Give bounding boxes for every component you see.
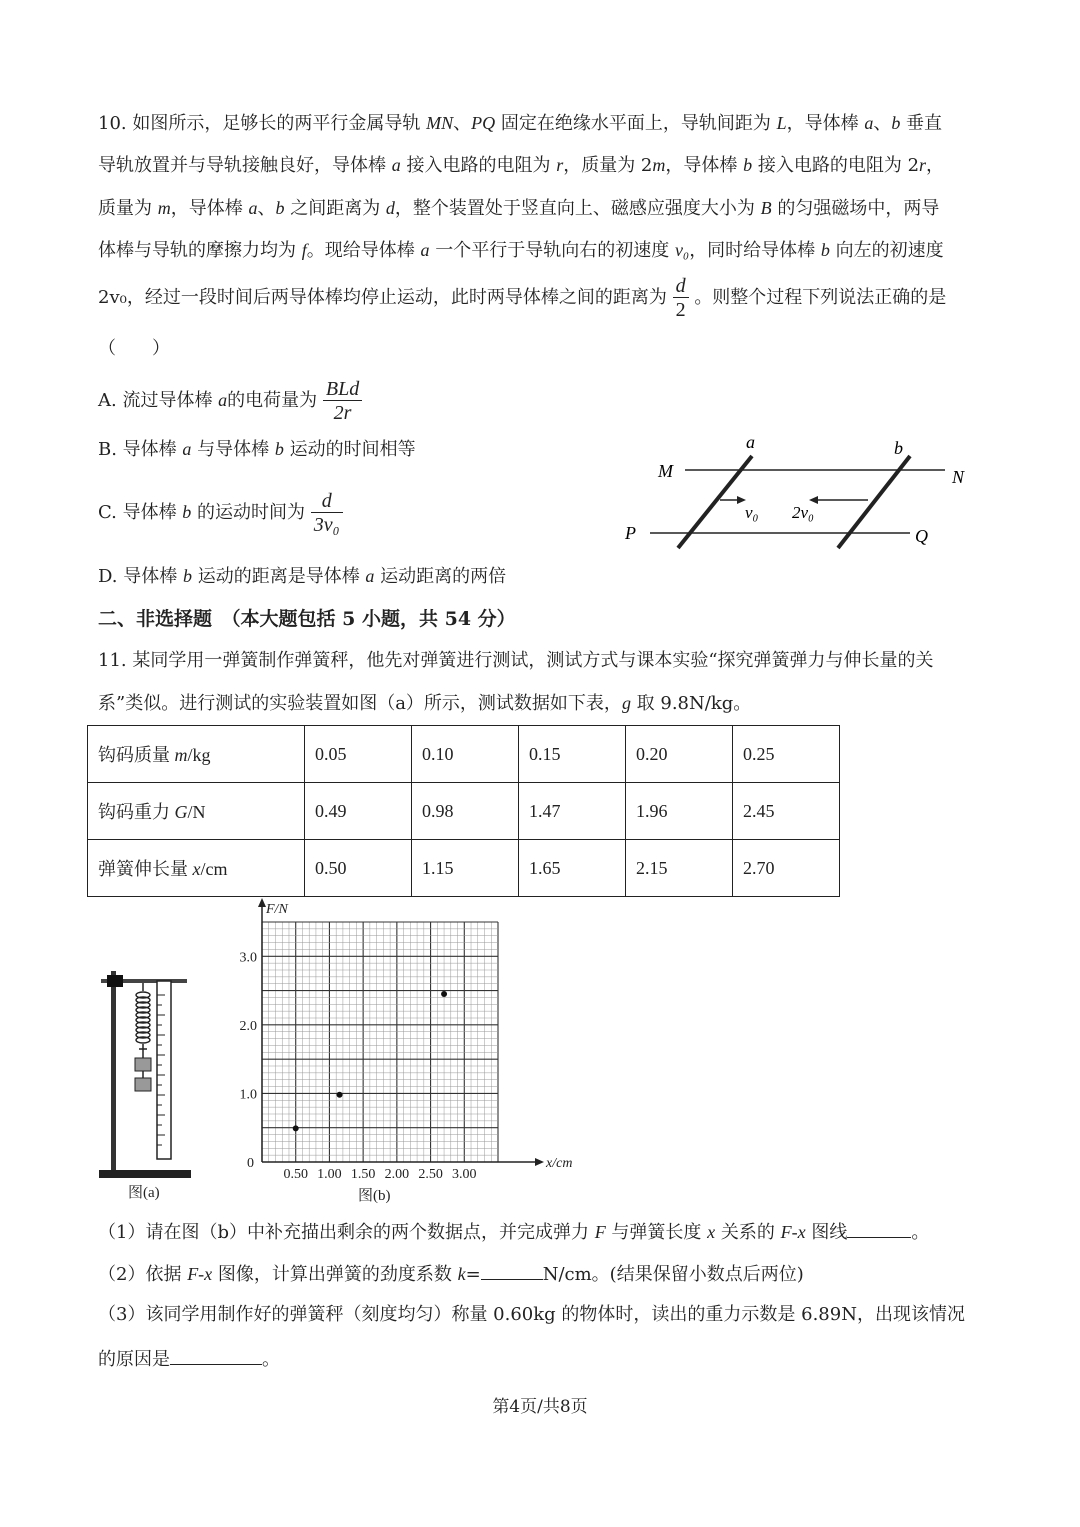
label-p: P <box>625 523 636 543</box>
fraction-d-over-3v0: $\frac{d}{\text{3v₀}}$ <box>311 490 343 537</box>
fx-chart <box>225 895 573 1185</box>
table-cell: 0.15 <box>519 726 626 783</box>
fig-b-caption: 图(b) <box>358 1188 391 1204</box>
y-tick-label: 3.0 <box>239 950 257 966</box>
stand-base <box>99 1170 191 1178</box>
section-header: 二、非选择题 （本大题包括 5 小题，共 54 分） <box>98 608 516 630</box>
table-cell: 0.98 <box>412 783 519 840</box>
answer-blank-2[interactable] <box>481 1261 543 1280</box>
option-d: D. 导体棒 b 运动的距离是导体棒 a 运动距离的两倍 <box>98 566 507 587</box>
q10-line-3: 质量为 m，导体棒 a、b 之间距离为 d，整个装置处于竖直向上、磁感应强度大小为 B 的匀强磁场中，两导 <box>98 198 940 219</box>
x-tick-label: 2.00 <box>384 1167 410 1182</box>
table-cell: 1.47 <box>519 783 626 840</box>
data-point <box>293 1125 299 1131</box>
y-axis-arrow <box>258 898 266 907</box>
page-footer: 第4页/共8页 <box>492 1397 588 1417</box>
q11-sub-2: （2）依据 F-x 图像，计算出弹簧的劲度系数 k= N/cm。(结果保留小数点后两位) <box>98 1261 804 1287</box>
q10-answer-paren: （ ） <box>98 338 170 359</box>
stand-pole <box>111 971 116 1175</box>
fraction-d-over-2: $\frac{d}{2}$ <box>673 275 689 322</box>
fig-a-caption: 图(a) <box>128 1185 160 1201</box>
table-cell: 0.05 <box>305 726 412 783</box>
clamp <box>107 975 123 987</box>
weight-1 <box>135 1058 151 1071</box>
label-2v0: 2v₀ <box>792 503 814 522</box>
label-q: Q <box>915 526 928 546</box>
table-cell: 2.45 <box>733 783 840 840</box>
q10-line-4: 体棒与导轨的摩擦力均为 f。现给导体棒 a 一个平行于导轨向右的初速度 v₀，同时给导体棒 b 向左的初速度 <box>98 240 944 261</box>
table-row <box>88 726 840 783</box>
label-b: b <box>894 438 903 458</box>
rails-diagram <box>610 430 990 560</box>
table-cell: 2.15 <box>626 840 733 897</box>
table-row <box>88 840 840 897</box>
spring-coil <box>136 992 150 1043</box>
table-cell: 0.25 <box>733 726 840 783</box>
y-tick-label: 2.0 <box>239 1018 257 1034</box>
q10-line-5: 2v₀，经过一段时间后两导体棒均停止运动，此时两导体棒之间的距离为 $\frac{d}{2}$ 。则整个过程下列说法正确的是 <box>98 274 947 321</box>
table-cell: 0.20 <box>626 726 733 783</box>
x-tick-label: 2.50 <box>418 1167 443 1182</box>
table-cell: 1.15 <box>412 840 519 897</box>
table-row <box>88 783 840 840</box>
q10-line-2: 导轨放置并与导轨接触良好，导体棒 a 接入电路的电阻为 r，质量为 2m，导体棒 b 接入电路的电阻为 2r， <box>98 155 945 176</box>
q11-sub-3-cont: 的原因是 。 <box>98 1346 280 1372</box>
q11-line-1: 11. 某同学用一弹簧制作弹簧秤，他先对弹簧进行测试，测试方式与课本实验“探究弹簧弹力与伸长量的关 <box>98 650 934 671</box>
x-axis-label: x/cm <box>546 1156 573 1171</box>
label-n: N <box>952 467 965 487</box>
answer-blank-1[interactable] <box>847 1219 911 1238</box>
option-c: C. 导体棒 b 的运动时间为 $\frac{d}{\text{3v₀}}$ <box>98 484 343 541</box>
x-tick-label: 3.00 <box>452 1167 477 1182</box>
q11-sub-1: （1）请在图（b）中补充描出剩余的两个数据点，并完成弹力 F 与弹簧长度 x 关系的 F-x 图线 。 <box>98 1219 929 1245</box>
data-point <box>441 991 447 997</box>
x-tick-label: 0.50 <box>283 1167 308 1182</box>
table-cell: 2.70 <box>733 840 840 897</box>
table-cell: 1.65 <box>519 840 626 897</box>
x-axis-arrow <box>535 1158 544 1166</box>
q11-sub-3: （3）该同学用制作好的弹簧秤（刻度均匀）称量 0.60kg 的物体时，读出的重力示数是 6.89N，出现该情况 <box>98 1304 965 1325</box>
x-tick-label: 1.00 <box>317 1167 342 1182</box>
option-b: B. 导体棒 a 与导体棒 b 运动的时间相等 <box>98 439 416 460</box>
label-a: a <box>746 432 755 452</box>
y-axis-label: F/N <box>266 902 288 917</box>
origin-label: 0 <box>247 1156 254 1171</box>
row-label: 弹簧伸长量 x/cm <box>88 840 305 897</box>
x-tick-label: 1.50 <box>350 1167 376 1182</box>
spring-apparatus-figure <box>95 965 205 1205</box>
table-cell: 0.49 <box>305 783 412 840</box>
table-cell: 0.10 <box>412 726 519 783</box>
answer-blank-3[interactable] <box>170 1346 262 1365</box>
label-m: M <box>658 461 673 481</box>
option-a: A. 流过导体棒 a的电荷量为 $\frac{\text{BLd}}{2r}$ <box>98 372 362 429</box>
data-table <box>87 725 840 897</box>
q11-line-2: 系”类似。进行测试的实验装置如图（a）所示，测试数据如下表，g 取 9.8N/kg。 <box>98 693 752 714</box>
row-label: 钩码重力 G/N <box>88 783 305 840</box>
table-cell: 1.96 <box>626 783 733 840</box>
row-label: 钩码质量 m/kg <box>88 726 305 783</box>
y-tick-label: 1.0 <box>239 1087 257 1103</box>
weight-2 <box>135 1078 151 1091</box>
q10-line-1: 10. 如图所示，足够长的两平行金属导轨 MN、PQ 固定在绝缘水平面上，导轨间距为 L，导体棒 a、b 垂直 <box>98 113 943 134</box>
ruler <box>157 981 171 1159</box>
fraction-bld-over-2r: $\frac{\text{BLd}}{2r}$ <box>323 378 362 425</box>
table-cell: 0.50 <box>305 840 412 897</box>
data-point <box>337 1092 343 1098</box>
label-v0: v₀ <box>745 503 759 522</box>
